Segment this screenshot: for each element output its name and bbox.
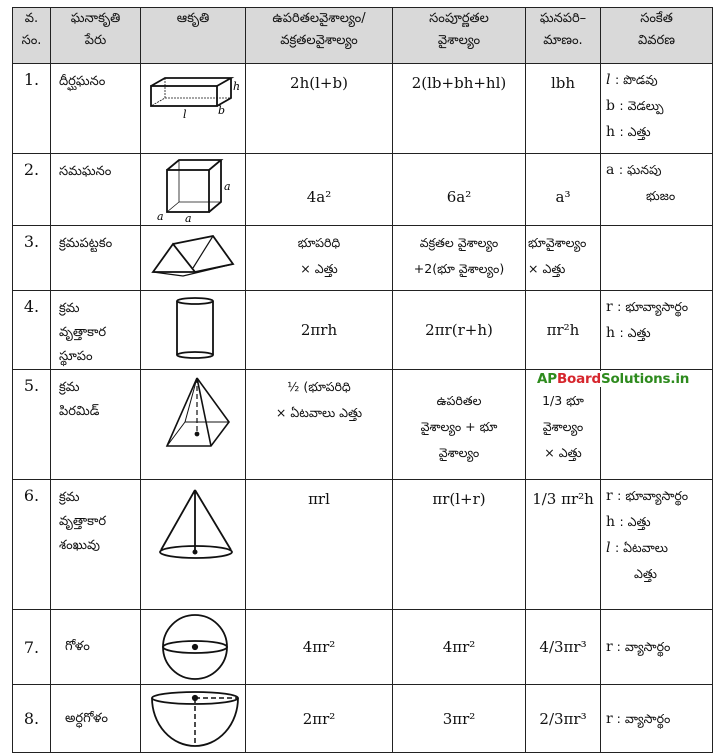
- row-figure: [141, 480, 246, 610]
- row-tsa: 3πr²: [393, 685, 526, 753]
- row-name: క్రమ పిరమిడ్: [51, 370, 141, 480]
- row-name: గోళం: [51, 610, 141, 685]
- row-sno: 3.: [13, 226, 51, 291]
- header-row: [13, 8, 713, 64]
- table-row: [13, 64, 713, 154]
- header-name: ఘనాకృతి పేరు: [51, 8, 141, 64]
- row-tsa: 4πr²: [393, 610, 526, 685]
- watermark: APBoardSolutions.in: [537, 371, 690, 387]
- row-lsa: 4a²: [246, 154, 393, 226]
- svg-text:h: h: [233, 80, 241, 93]
- row-tsa: πr(l+r): [393, 480, 526, 610]
- row-tsa: ఉపరితల వైశాల్యం + భూ వైశాల్యం: [393, 370, 526, 480]
- row-lsa: 4πr²: [246, 610, 393, 685]
- hemisphere-icon: [143, 688, 243, 750]
- header-lsa: ఉపరితలవైశాల్యం/ వక్రతలవైశాల్యం: [246, 8, 393, 64]
- row-sno: 4.: [13, 291, 51, 370]
- row-sno: 6.: [13, 480, 51, 610]
- row-sno: 2.: [13, 154, 51, 226]
- svg-text:a: a: [185, 212, 192, 222]
- row-figure: [141, 154, 246, 226]
- row-name: క్రమ వృత్తాకార స్థూపం: [51, 291, 141, 370]
- row-volume: భూవైశాల్యం × ఎత్తు: [526, 226, 601, 291]
- table-row: [13, 291, 713, 370]
- svg-text:a: a: [224, 180, 231, 193]
- row-sno: 1.: [13, 64, 51, 154]
- row-figure: [141, 64, 246, 154]
- row-name: సమఘనం: [51, 154, 141, 226]
- table-row: [13, 480, 713, 610]
- row-tsa: 2(lb+bh+hl): [393, 64, 526, 154]
- row-tsa: 6a²: [393, 154, 526, 226]
- row-volume: 1/3 πr²h: [526, 480, 601, 610]
- row-symbols: a : ఘనపు భుజం: [601, 154, 713, 226]
- row-figure: [141, 610, 246, 685]
- row-figure: [141, 291, 246, 370]
- row-sno: 5.: [13, 370, 51, 480]
- header-sno: వ. సం.: [13, 8, 51, 64]
- header-symbols: సంకేత వివరణ: [601, 8, 713, 64]
- row-symbols: r : భూవ్యాసార్థం h : ఎత్తు l : ఏటవాలు ఎత్తు: [601, 480, 713, 610]
- row-name: దీర్ఘఘనం: [51, 64, 141, 154]
- row-volume: 4/3πr³: [526, 610, 601, 685]
- cylinder-icon: [143, 291, 243, 361]
- row-tsa: వక్రతల వైశాల్యం +2(భూ వైశాల్యం): [393, 226, 526, 291]
- sphere-icon: [143, 611, 243, 683]
- cone-icon: [143, 480, 243, 568]
- row-volume: πr²h: [526, 291, 601, 370]
- triangular-prism-icon: [143, 226, 243, 286]
- row-tsa: 2πr(r+h): [393, 291, 526, 370]
- row-name: క్రమపట్టకం: [51, 226, 141, 291]
- row-symbols: r : వ్యాసార్థం: [601, 610, 713, 685]
- row-symbols: r : వ్యాసార్థం: [601, 685, 713, 753]
- header-figure: ఆకృతి: [141, 8, 246, 64]
- row-symbols: [601, 226, 713, 291]
- table-row: [13, 154, 713, 226]
- row-lsa: ½ (భూపరిధి × ఏటవాలు ఎత్తు: [246, 370, 393, 480]
- row-lsa: 2h(l+b): [246, 64, 393, 154]
- row-lsa: πrl: [246, 480, 393, 610]
- table-row: [13, 685, 713, 753]
- row-figure: [141, 370, 246, 480]
- cube-icon: [143, 154, 243, 222]
- row-symbols: l : పొడవు b : వెడల్పు h : ఎత్తు: [601, 64, 713, 154]
- row-lsa: భూపరిధి × ఎత్తు: [246, 226, 393, 291]
- row-volume: 1/3 భూ వైశాల్యం × ఎత్తు: [526, 370, 601, 480]
- row-name: అర్ధగోళం: [51, 685, 141, 753]
- row-lsa: 2πr²: [246, 685, 393, 753]
- table-row: [13, 226, 713, 291]
- cuboid-icon: [143, 64, 243, 124]
- row-symbols: r : భూవ్యాసార్థం h : ఎత్తు: [601, 291, 713, 370]
- svg-text:b: b: [218, 104, 226, 117]
- pyramid-icon: [143, 370, 243, 450]
- row-figure: [141, 226, 246, 291]
- row-sno: 7.: [13, 610, 51, 685]
- row-figure: [141, 685, 246, 753]
- header-tsa: సంపూర్ణతల వైశాల్యం: [393, 8, 526, 64]
- row-sno: 8.: [13, 685, 51, 753]
- row-name: క్రమ వృత్తాకార శంఖువు: [51, 480, 141, 610]
- header-volume: ఘనపరి– మాణం.: [526, 8, 601, 64]
- svg-text:l: l: [183, 108, 187, 121]
- row-lsa: 2πrh: [246, 291, 393, 370]
- row-volume: a³: [526, 154, 601, 226]
- svg-text:a: a: [157, 210, 164, 222]
- row-volume: lbh: [526, 64, 601, 154]
- row-volume: 2/3πr³: [526, 685, 601, 753]
- table-row: [13, 610, 713, 685]
